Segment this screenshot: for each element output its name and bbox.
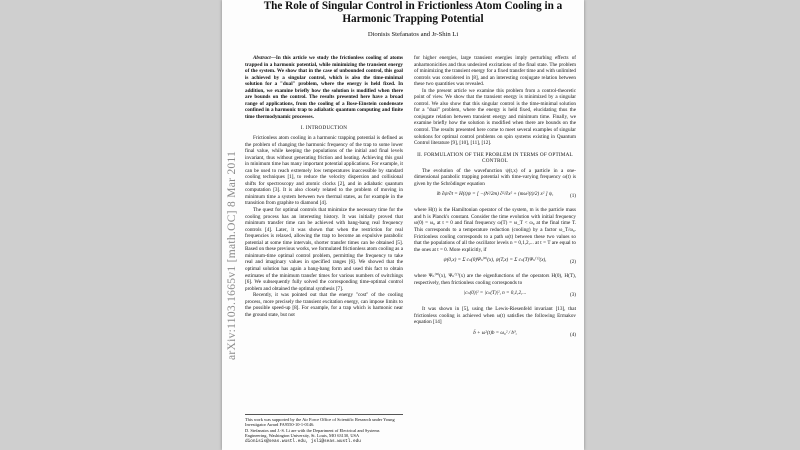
authors: Dionisis Stefanatos and Jr-Shin Li [367,31,459,38]
equation-4-body: b̈ + ω²(t)b = ω₀² / b³, [473,329,517,336]
intro-paragraph-3: Recently, it was pointed out that the energy "cost" of the cooling process, more precisely the transient excitation energy, can impose limits to the possible speed-up [8]. For example, for a trap which is harmonic near the ground state, but not [245,292,403,318]
right-paragraph-6: It was shown in [5], using the Lewis-Riesenfeld invariant [13], that frictionless cooling is achieved when ω(t) satisfies the following Ermakov equation [14] [414,306,576,326]
equation-4 [414,330,576,342]
abstract [245,55,403,120]
title-line-1: The Role of Singular Control in Frictionless Atom Cooling in a [263,0,563,12]
section-heading-formulation: II. FORMULATION OF THE PROBLEM IN TERMS OF OPTIMAL CONTROL [417,151,573,165]
equation-3-body: |cₙ(0)|² = |cₙ(T)|², n = 0,1,2,... [463,290,527,297]
equation-2-body: ψ(0,x) = Σ cₙ(0)Ψₙ⁽⁰⁾(x), ψ(T,x) = Σ cₙ(T)Ψₙ⁽ᵀ⁾(x), [443,257,547,264]
right-paragraph-4: where H(t) is the Hamiltonian operator of the system, m is the particle mass and ħ is Planck's constant. Consider the time evolution with initial frequency ω(0) = ω₀ at t = 0 and final frequency ω(T) = ω_T < ω₀ at the final time T. This corresponds to a temperature reduction (cooling) by a factor ω_T/ω₀. Frictionless cooling corresponds to a path ω(t) between these two values so that the populations of all the oscillator levels n = 0,1,2,... at t = T are equal to the ones at t = 0. More explicitly, if [414,207,576,253]
intro-paragraph-1: Frictionless atom cooling in a harmonic trapping potential is defined as the problem of changing the harmonic frequency of the trap to some lower final value, while keeping the populations of the initial and final levels invariant, thus without generating friction and heating. Achieving this goal in minimum time has many important potential applications. For example, it can be used to reach extremely low temperatures inaccessible by standard cooling techniques [1], to reduce the velocity dispersion and collisional shifts for spectroscopy and atomic clocks [2], and in adiabatic quantum computation [3]. It is also closely related to the problem of moving in minimum time a system between two thermal states, as for example in the transition from graphite to diamond [4]. [245,135,403,207]
left-column [245,55,403,318]
equation-2-number: (2) [570,259,576,266]
paper-title [248,0,578,26]
equation-3 [414,290,576,302]
equation-1-body: iħ ∂ψ/∂t = H(t)ψ = [ −(ħ²/2m) ∂²/∂x² + (mω²(t)/2) x² ] ψ, [436,191,554,198]
right-column [414,55,576,346]
equation-3-number: (3) [570,292,576,299]
right-paragraph-5: where Ψₙ⁽⁰⁾(x), Ψₙ⁽ᵀ⁾(x) are the eigenfunctions of the operators H(0), H(T), respectively, then frictionless cooling corresponds to [414,273,576,286]
equation-2 [414,257,576,269]
section-heading-introduction: I. INTRODUCTION [300,125,348,132]
equation-4-number: (4) [570,331,576,338]
right-paragraph-3: The evolution of the wavefunction ψ(t,x) of a particle in a one-dimensional parabolic trapping potential with time-varying frequency ω(t) is given by the Schrödinger equation [414,167,576,187]
intro-paragraph-2: The quest for optimal controls that minimize the necessary time for the cooling process has an interesting history. It was initially proved that minimum transfer time can be achieved with bang-bang real frequency controls [4]. Later, it was shown that when the restriction for real frequencies is relaxed, allowing the trap to become an expulsive parabolic potential at some time intervals, shorter transfer times can be obtained [5]. Based on these previous works, we formulated frictionless atom cooling as a minimum-time optimal control problem, permitting the frequency to take real and imaginary values in specified ranges [6]. We showed that the optimal solution has again a bang-bang form and used this fact to obtain estimates of the minimum transfer times for various numbers of switchings [6]. We subsequently fully solved the corresponding time-optimal control problem and obtained the optimal synthesis [7]. [245,207,403,292]
equation-1-number: (1) [570,193,576,200]
footnote-email: dionisis@seas.wustl.edu, jsli@seas.wustl.edu [245,438,361,444]
title-line-2: Harmonic Trapping Potential [342,13,484,25]
footnotes [245,414,403,444]
abstract-text: —In this article we study the frictionless cooling of atoms trapped in a harmonic potential, while minimizing the transient energy of the system. We show that in the case of unbounded control, this goal is achieved by a singular control, which is also the time-minimal solution for a "dual" problem, where the energy is held fixed. In addition, we examine briefly how the solution is modified when there are bounds on the control. The results presented here have a broad range of applications, from the cooling of a Bose-Einstein condensate confined in a harmonic trap to adiabatic quantum computing and finite time thermodynamic processes. [245,55,403,120]
equation-1 [414,191,576,203]
arxiv-identifier: arXiv:1103.1665v1 [math.OC] 8 Mar 2011 [226,150,238,360]
right-paragraph-1: for higher energies, large transient energies imply perturbing effects of anharmonicities and thus undesired excitations of the final state. The problem of minimizing the transient energy for a fixed transfer time and with unlimited controls was considered in [8], and an interesting conjugate relation between these two quantities was revealed. [414,55,576,88]
footnote-funding: This work was supported by the Air Force Office of Scientific Research under Young Investigator Award FA9550-10-1-0146. [245,417,395,428]
footnote-affiliation: D. Stefanatos and J.-S. Li are with the Department of Electrical and Systems Engineering, Washington University, St. Louis, MO 63130, USA [245,427,380,439]
right-paragraph-2: In the present article we examine this problem from a control-theoretic point of view. We show that the transient energy is minimized by a singular control. We also show that this singular control is the time-minimal solution for a "dual" problem, where the energy is held fixed, elucidating thus the conjugate relation between transient energy and minimum time. Finally, we examine briefly how the solution is modified when there are bounds on the control. The results presented here come to meet several examples of singular solutions for optimal control problems on spin systems existing in Quantum Control literature [9], [10], [11], [12]. [414,87,576,147]
abstract-label: Abstract [253,55,271,61]
